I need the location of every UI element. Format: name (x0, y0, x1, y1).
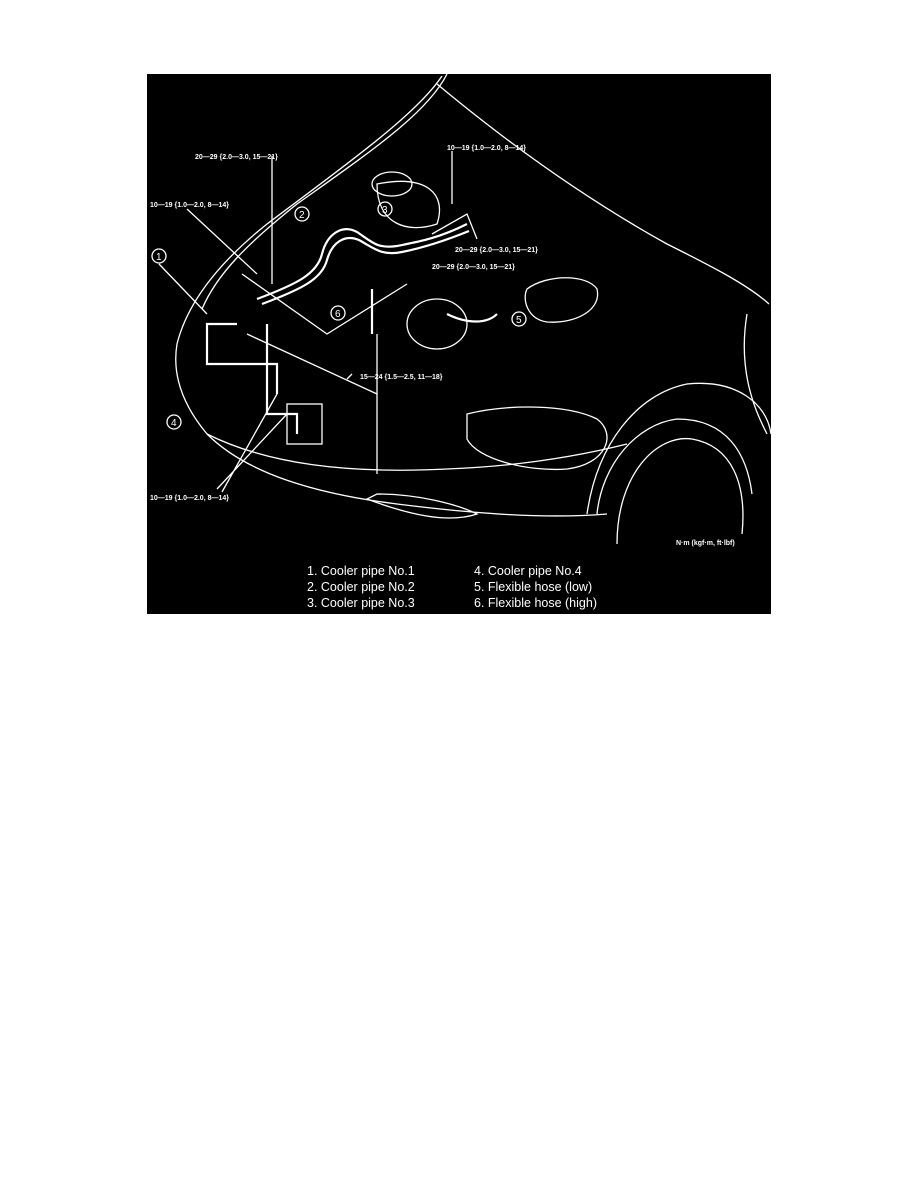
diagram-svg (147, 74, 771, 614)
callout-1 (152, 249, 166, 263)
svg-text:3: 3 (382, 205, 388, 216)
legend-item: 4. Cooler pipe No.4 (474, 564, 582, 578)
callout-3 (378, 202, 392, 216)
pipes (207, 224, 497, 474)
legend-item: 5. Flexible hose (low) (474, 580, 593, 594)
callout-5 (512, 312, 526, 326)
svg-text:2: 2 (299, 210, 305, 221)
legend-item: 3. Cooler pipe No.3 (307, 596, 415, 610)
legend-item: 1. Cooler pipe No.1 (307, 564, 415, 578)
callout-2 (295, 207, 309, 221)
svg-text:5: 5 (516, 315, 522, 326)
svg-text:1: 1 (156, 252, 162, 263)
legend (307, 564, 597, 610)
cooler-pipe-diagram (147, 74, 771, 614)
torque-label: 15—24 {1.5—2.5, 11—18} (360, 374, 443, 381)
callout-4 (167, 415, 181, 429)
legend-item: 2. Cooler pipe No.2 (307, 580, 415, 594)
svg-text:6: 6 (335, 309, 341, 320)
torque-label: 20—29 {2.0—3.0, 15—21} (195, 154, 278, 161)
torque-label: 10—19 {1.0—2.0, 8—14} (447, 145, 526, 152)
svg-text:4: 4 (171, 418, 177, 429)
torque-label: 10—19 {1.0—2.0, 8—14} (150, 495, 229, 502)
unit-label: N·m (kgf·m, ft·lbf) (676, 540, 735, 547)
torque-label: 20—29 {2.0—3.0, 15—21} (455, 247, 538, 254)
torque-label: 20—29 {2.0—3.0, 15—21} (432, 264, 515, 271)
legend-item: 6. Flexible hose (high) (474, 596, 597, 610)
torque-label: 10—19 {1.0—2.0, 8—14} (150, 202, 229, 209)
callout-6 (331, 306, 345, 320)
